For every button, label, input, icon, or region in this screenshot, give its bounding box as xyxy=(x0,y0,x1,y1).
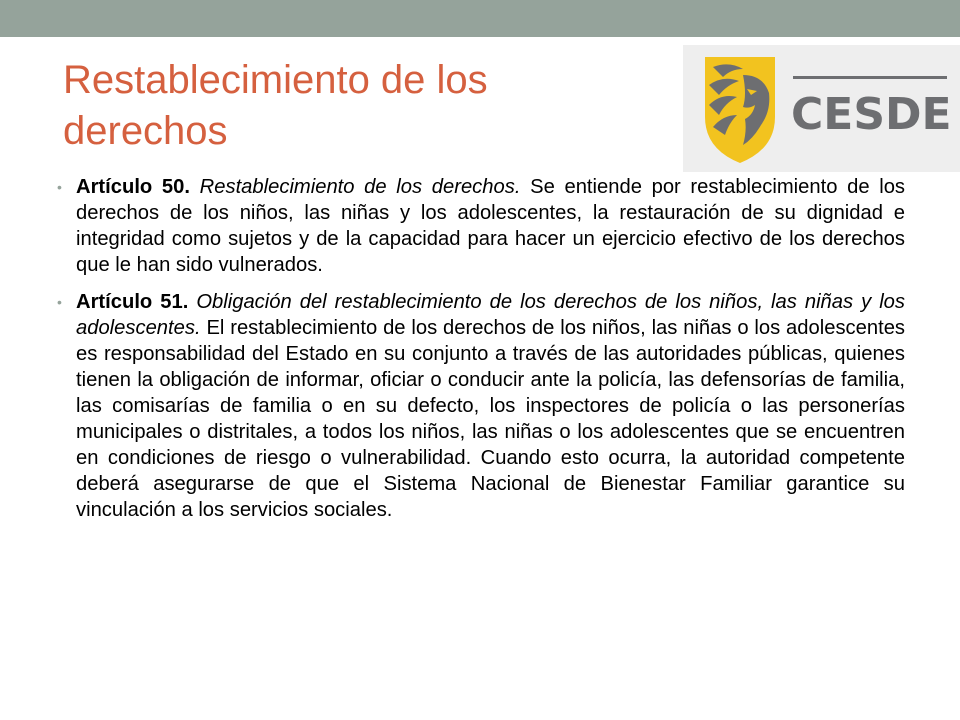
article-item xyxy=(57,174,905,278)
logo-text: CESDE xyxy=(791,89,952,140)
header-band xyxy=(0,0,960,37)
article-lead: Artículo 50. xyxy=(76,176,190,198)
article-item xyxy=(57,289,905,523)
slide-title: Restablecimiento de los derechos xyxy=(63,58,488,153)
bullet-icon: • xyxy=(57,294,62,310)
article-body: Se entiende por restablecimiento de los derechos de los niños, las niñas y los adolescentes, la restauración de su dignidad e integridad como sujetos y de la capacidad para hacer un ejercicio efectivo de los derechos que le han sido vulnerados. xyxy=(76,176,906,276)
article-heading: Restablecimiento de los derechos. xyxy=(199,176,521,198)
bullet-icon: • xyxy=(57,179,62,195)
article-heading: Obligación del restablecimiento de los derechos de los niños, las niñas y los adolescentes. xyxy=(76,291,906,339)
article-lead: Artículo 51. xyxy=(76,291,189,313)
article-list xyxy=(57,174,905,534)
cesde-logo xyxy=(683,45,960,172)
article-body: El restablecimiento de los derechos de los niños, las niñas o los adolescentes es responsabilidad del Estado en su conjunto a través de las autoridades públicas, quienes tienen la obligación de informar, oficiar o conducir ante la policía, las defensorías de familia, las comisarías de familia o en su defecto, los inspectores de policía o las personerías municipales o distritales, a todos los niños, las niñas o los adolescentes que se encuentren en condiciones de riesgo o vulnerabilidad. Cuando esto ocurra, la autoridad competente deberá asegurarse de que el Sistema Nacional de Bienestar Familiar garantice su vinculación a los servicios sociales. xyxy=(76,317,906,521)
lion-head-shield-icon xyxy=(683,45,960,172)
